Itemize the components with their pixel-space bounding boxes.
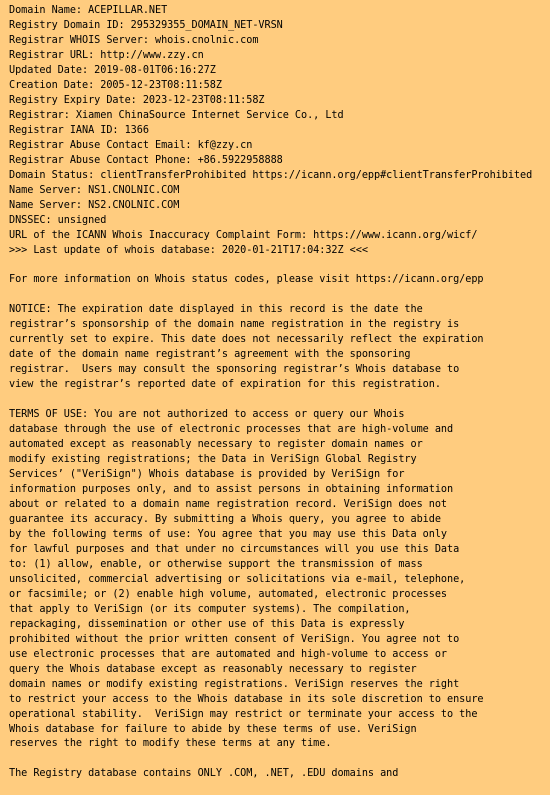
- whois-line: automated except as reasonably necessary to register domain names or: [9, 439, 423, 451]
- whois-line: For more information on Whois status codes, please visit https://icann.org/epp: [9, 274, 484, 286]
- whois-line: that apply to VeriSign (or its computer systems). The compilation,: [9, 603, 411, 615]
- whois-line: unsolicited, commercial advertising or solicitations via e-mail, telephone,: [9, 573, 466, 585]
- whois-line: Creation Date: 2005-12-23T08:11:58Z: [9, 79, 222, 91]
- whois-line: for lawful purposes and that under no circumstances will you use this Data: [9, 543, 460, 555]
- whois-line: Registry Expiry Date: 2023-12-23T08:11:58Z: [9, 94, 265, 106]
- whois-line: modify existing registrations; the Data in VeriSign Global Registry: [9, 454, 417, 466]
- whois-line: Registrar Abuse Contact Email: kf@zzy.cn: [9, 139, 253, 151]
- whois-line: repackaging, dissemination or other use of this Data is expressly: [9, 618, 405, 630]
- whois-line: DNSSEC: unsigned: [9, 214, 107, 226]
- whois-line: [9, 752, 550, 767]
- whois-line: [9, 258, 550, 273]
- whois-line: Whois database for failure to abide by these terms of use. VeriSign: [9, 723, 417, 735]
- whois-line: TERMS OF USE: You are not authorized to access or query our Whois: [9, 409, 405, 421]
- whois-line: domain names or modify existing registrations. VeriSign reserves the right: [9, 678, 460, 690]
- whois-line: use electronic processes that are automated and high-volume to access or: [9, 648, 448, 660]
- whois-line: guarantee its accuracy. By submitting a Whois query, you agree to abide: [9, 513, 441, 525]
- whois-line: view the registrar’s reported date of expiration for this registration.: [9, 379, 441, 391]
- whois-line: Name Server: NS2.CNOLNIC.COM: [9, 199, 180, 211]
- whois-line: reserves the right to modify these terms at any time.: [9, 738, 332, 750]
- whois-line: Domain Name: ACEPILLAR.NET: [9, 5, 168, 16]
- whois-line: date of the domain name registrant’s agreement with the sponsoring: [9, 349, 411, 361]
- whois-line: The Registry database contains ONLY .COM, .NET, .EDU domains and: [9, 768, 399, 780]
- whois-line: Registrar WHOIS Server: whois.cnolnic.com: [9, 34, 259, 46]
- whois-line: [9, 393, 550, 408]
- whois-line: Registrar IANA ID: 1366: [9, 124, 149, 136]
- whois-line: or facsimile; or (2) enable high volume, automated, electronic processes: [9, 588, 448, 600]
- whois-line: Services’ ("VeriSign") Whois database is provided by VeriSign for: [9, 469, 405, 481]
- whois-line: to restrict your access to the Whois database in its sole discretion to ensure: [9, 693, 484, 705]
- whois-line: currently set to expire. This date does not necessarily reflect the expiration: [9, 334, 484, 346]
- whois-line: operational stability. VeriSign may restrict or terminate your access to the: [9, 708, 478, 720]
- whois-line: Registrar Abuse Contact Phone: +86.5922958888: [9, 154, 283, 166]
- whois-line: Registrar: Xiamen ChinaSource Internet Service Co., Ltd: [9, 109, 344, 121]
- whois-line: URL of the ICANN Whois Inaccuracy Complaint Form: https://www.icann.org/wicf/: [9, 229, 478, 241]
- whois-line: NOTICE: The expiration date displayed in this record is the date the: [9, 304, 423, 316]
- whois-line: >>> Last update of whois database: 2020-01-21T17:04:32Z <<<: [9, 244, 368, 256]
- whois-line: by the following terms of use: You agree that you may use this Data only: [9, 528, 448, 540]
- whois-line: to: (1) allow, enable, or otherwise support the transmission of mass: [9, 558, 423, 570]
- whois-line: registrar. Users may consult the sponsoring registrar’s Whois database to: [9, 364, 460, 376]
- whois-line: Registry Domain ID: 295329355_DOMAIN_NET-VRSN: [9, 19, 283, 31]
- whois-line: prohibited without the prior written consent of VeriSign. You agree not to: [9, 633, 460, 645]
- whois-line: registrar’s sponsorship of the domain name registration in the registry is: [9, 319, 460, 331]
- whois-line: Updated Date: 2019-08-01T06:16:27Z: [9, 64, 216, 76]
- whois-line: [9, 288, 550, 303]
- whois-line: Domain Status: clientTransferProhibited https://icann.org/epp#clientTransferProhibited: [9, 169, 533, 181]
- whois-line: query the Whois database except as reasonably necessary to register: [9, 663, 417, 675]
- whois-line: Registrar URL: http://www.zzy.cn: [9, 49, 204, 61]
- whois-line: Name Server: NS1.CNOLNIC.COM: [9, 184, 180, 196]
- whois-line: about or related to a domain name registration record. VeriSign does not: [9, 498, 448, 510]
- whois-line: information purposes only, and to assist persons in obtaining information: [9, 484, 454, 495]
- whois-line: database through the use of electronic processes that are high-volume and: [9, 424, 454, 436]
